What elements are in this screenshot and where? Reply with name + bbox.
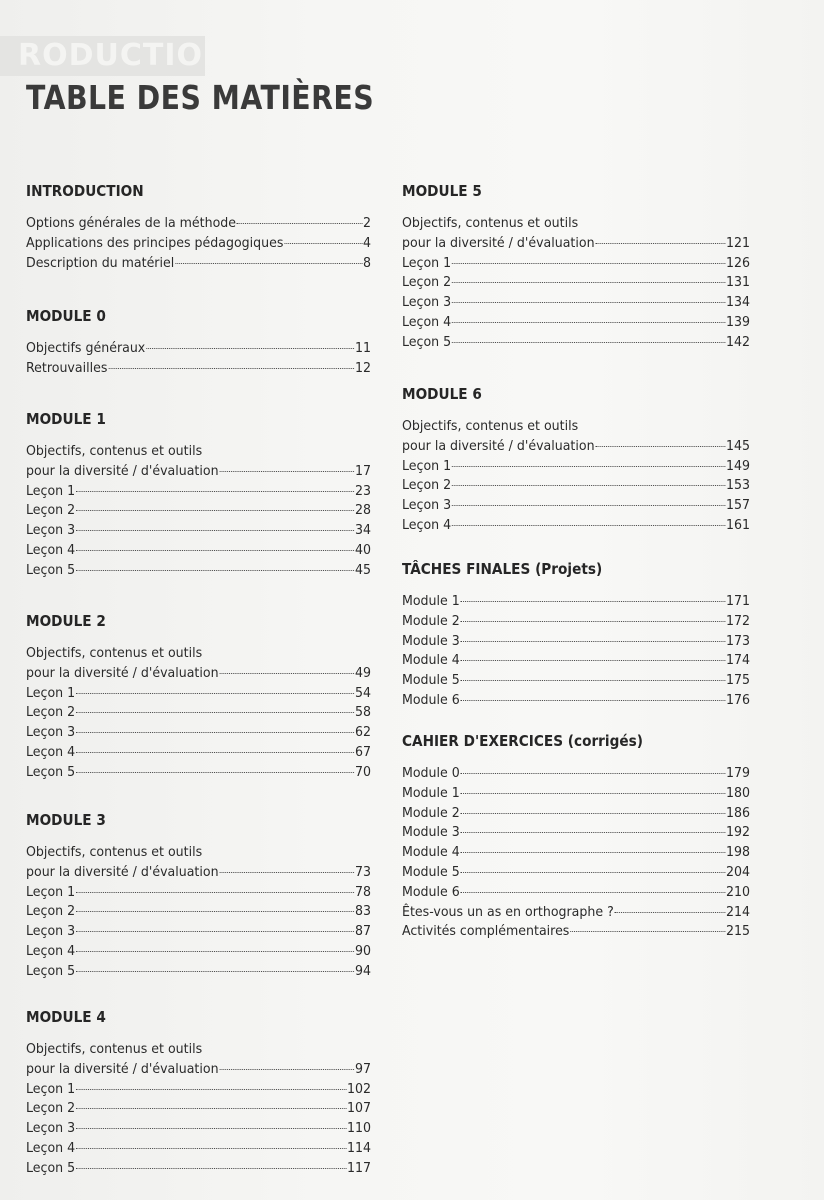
dot-leader [76, 530, 354, 531]
toc-entry-list [26, 339, 371, 379]
toc-entry-page-number: 145 [726, 438, 751, 454]
toc-entry-page-number: 12 [355, 360, 372, 376]
toc-entry-label: Module 3 [402, 633, 460, 649]
section-heading: MODULE 6 [402, 385, 482, 403]
dot-leader [452, 282, 725, 283]
toc-entry[interactable] [402, 784, 750, 804]
toc-entry[interactable] [402, 293, 750, 313]
toc-entry-page-number: 90 [355, 943, 372, 959]
toc-entry[interactable] [402, 592, 750, 612]
toc-entry-list [402, 592, 750, 711]
toc-entry-label: Leçon 5 [26, 1160, 76, 1176]
dot-leader [219, 471, 354, 472]
dot-leader [461, 773, 725, 774]
dot-leader [284, 243, 362, 244]
toc-section-module-3 [26, 809, 371, 982]
toc-entry-label: Leçon 4 [26, 744, 76, 760]
toc-entry-label: Leçon 4 [26, 943, 76, 959]
toc-entry-label: Leçon 2 [26, 904, 76, 920]
toc-entry-page-number: 102 [347, 1081, 372, 1097]
toc-entry-label: Retrouvailles [26, 360, 108, 376]
toc-entry-label: Êtes-vous un as en orthographe ? [402, 904, 614, 920]
toc-entry-page-number: 67 [355, 744, 372, 760]
toc-entry[interactable] [402, 214, 750, 234]
toc-entry[interactable] [26, 482, 371, 502]
toc-entry-page-number: 49 [355, 665, 372, 681]
dot-leader [219, 872, 354, 873]
toc-entry-page-number: 173 [726, 633, 751, 649]
toc-entry-label: Module 4 [402, 653, 460, 669]
toc-entry[interactable] [402, 632, 750, 652]
toc-entry-page-number: 70 [355, 764, 372, 780]
dot-leader [76, 911, 354, 912]
toc-entry[interactable] [402, 883, 750, 903]
toc-entry-label: Module 6 [402, 884, 460, 900]
toc-entry-label: Module 5 [402, 673, 460, 689]
toc-entry-label: Leçon 1 [26, 483, 76, 499]
toc-entry-label: Module 5 [402, 864, 460, 880]
toc-entry-label: Objectifs, contenus et outils [402, 216, 579, 231]
toc-entry-page-number: 97 [355, 1061, 372, 1077]
dot-leader [461, 892, 725, 893]
toc-entry-page-number: 171 [726, 594, 751, 609]
toc-entry[interactable] [26, 843, 371, 863]
dot-leader [570, 931, 725, 932]
section-heading: MODULE 1 [26, 410, 106, 428]
toc-entry[interactable] [402, 234, 750, 254]
bleed-through-header [0, 36, 230, 76]
toc-entry[interactable] [26, 561, 371, 581]
toc-entry[interactable] [26, 1080, 371, 1100]
toc-entry-label: Leçon 5 [402, 334, 452, 350]
toc-entry-label: Objectifs, contenus et outils [26, 444, 203, 459]
toc-entry-label: Objectifs généraux [26, 341, 146, 356]
dot-leader [76, 570, 354, 571]
toc-entry-page-number: 198 [726, 845, 751, 861]
toc-entry[interactable] [26, 214, 371, 234]
section-heading: MODULE 4 [26, 1008, 106, 1026]
section-heading: CAHIER D'EXERCICES (corrigés) [402, 732, 643, 750]
section-heading: MODULE 2 [26, 612, 106, 630]
toc-section-cahier-d-exercices-corriges [402, 730, 750, 942]
toc-entry-label: Leçon 3 [26, 1121, 76, 1137]
toc-entry-label: Leçon 1 [26, 1081, 76, 1097]
toc-entry-label: Module 6 [402, 692, 460, 708]
dot-leader [452, 322, 725, 323]
toc-entry-page-number: 83 [355, 904, 372, 920]
toc-entry[interactable] [26, 1159, 371, 1179]
toc-entry-label: Leçon 5 [26, 562, 76, 578]
toc-entry[interactable] [26, 1060, 371, 1080]
toc-entry[interactable] [26, 922, 371, 942]
toc-entry-page-number: 215 [726, 924, 751, 940]
toc-entry-list [26, 843, 371, 982]
toc-entry-page-number: 131 [726, 275, 751, 291]
section-heading: INTRODUCTION [26, 182, 144, 200]
dot-leader [219, 673, 354, 674]
toc-entry[interactable] [402, 651, 750, 671]
toc-entry-page-number: 214 [726, 904, 751, 920]
toc-entry-label: pour la diversité / d'évaluation [26, 1061, 219, 1077]
toc-entry-label: pour la diversité / d'évaluation [402, 235, 595, 251]
toc-entry[interactable] [26, 743, 371, 763]
dot-leader [76, 971, 354, 972]
toc-entry[interactable] [26, 723, 371, 743]
toc-entry-page-number: 110 [347, 1121, 372, 1137]
toc-entry[interactable] [26, 1119, 371, 1139]
section-heading: MODULE 0 [26, 307, 106, 325]
toc-entry-page-number: 40 [355, 542, 372, 558]
toc-entry[interactable] [402, 804, 750, 824]
toc-entry-label: Leçon 1 [402, 458, 452, 474]
toc-entry-label: Leçon 2 [26, 503, 76, 519]
toc-section-taches-finales-projets [402, 558, 750, 711]
toc-entry-label: Leçon 2 [402, 275, 452, 291]
toc-entry[interactable] [26, 541, 371, 561]
toc-entry[interactable] [402, 612, 750, 632]
toc-entry-list [26, 214, 371, 273]
toc-entry-page-number: 45 [355, 562, 372, 578]
toc-entry-label: Leçon 2 [26, 1101, 76, 1117]
toc-entry[interactable] [402, 496, 750, 516]
toc-entry-label: Objectifs, contenus et outils [26, 845, 203, 860]
toc-entry[interactable] [402, 313, 750, 333]
dot-leader [76, 931, 354, 932]
dot-leader [76, 1108, 346, 1109]
toc-entry-label: Leçon 4 [402, 314, 452, 330]
section-heading: MODULE 5 [402, 182, 482, 200]
dot-leader [76, 892, 354, 893]
toc-entry[interactable] [402, 922, 750, 942]
toc-entry[interactable] [26, 501, 371, 521]
toc-entry-label: Leçon 3 [26, 523, 76, 539]
dot-leader [461, 872, 725, 873]
dot-leader [461, 700, 725, 701]
toc-entry-label: Module 3 [402, 825, 460, 841]
toc-entry-page-number: 114 [347, 1140, 372, 1156]
toc-entry-label: Leçon 3 [26, 725, 76, 741]
toc-entry-label: Objectifs, contenus et outils [402, 419, 579, 434]
dot-leader [76, 951, 354, 952]
toc-entry-page-number: 87 [355, 924, 372, 940]
toc-entry-label: Leçon 4 [402, 517, 452, 533]
dot-leader [461, 660, 725, 661]
dot-leader [219, 1069, 354, 1070]
toc-entry-page-number: 78 [355, 884, 372, 900]
toc-entry-list [26, 644, 371, 783]
dot-leader [595, 446, 725, 447]
toc-entry-label: Leçon 3 [402, 295, 452, 311]
toc-entry[interactable] [26, 703, 371, 723]
toc-entry-page-number: 134 [726, 295, 751, 311]
toc-entry-page-number: 176 [726, 692, 751, 708]
toc-entry-page-number: 180 [726, 785, 751, 801]
toc-entry[interactable] [26, 521, 371, 541]
page-title: TABLE DES MATIÈRES [26, 78, 375, 117]
dot-leader [452, 485, 725, 486]
toc-entry[interactable] [402, 516, 750, 536]
toc-entry-label: Module 2 [402, 613, 460, 629]
toc-entry-page-number: 186 [726, 805, 751, 821]
toc-entry-label: Leçon 1 [402, 255, 452, 271]
dot-leader [108, 368, 354, 369]
toc-entry[interactable] [26, 1139, 371, 1159]
toc-entry-label: Module 0 [402, 766, 460, 781]
dot-leader [461, 621, 725, 622]
toc-entry-page-number: 17 [355, 463, 372, 479]
dot-leader [452, 263, 725, 264]
dot-leader [452, 505, 725, 506]
toc-section-introduction [26, 180, 371, 273]
section-heading: MODULE 3 [26, 811, 106, 829]
toc-entry[interactable] [402, 254, 750, 274]
toc-entry[interactable] [402, 476, 750, 496]
toc-entry-list [26, 442, 371, 581]
toc-entry-list [402, 764, 750, 942]
toc-entry[interactable] [26, 863, 371, 883]
toc-entry-label: Leçon 2 [402, 478, 452, 494]
toc-entry[interactable] [402, 843, 750, 863]
toc-entry[interactable] [26, 442, 371, 462]
toc-entry-page-number: 204 [726, 864, 751, 880]
dot-leader [615, 912, 725, 913]
toc-entry-page-number: 179 [726, 766, 751, 781]
toc-entry[interactable] [26, 339, 371, 359]
toc-entry-list [402, 417, 750, 536]
toc-entry[interactable] [26, 644, 371, 664]
toc-entry-label: Module 2 [402, 805, 460, 821]
toc-entry-page-number: 28 [355, 503, 372, 519]
toc-entry-page-number: 126 [726, 255, 751, 271]
toc-entry[interactable] [402, 863, 750, 883]
toc-entry[interactable] [26, 462, 371, 482]
toc-entry-page-number: 62 [355, 725, 372, 741]
toc-entry-label: pour la diversité / d'évaluation [26, 864, 219, 880]
dot-leader [175, 263, 362, 264]
toc-section-module-0 [26, 305, 371, 379]
toc-entry-page-number: 153 [726, 478, 751, 494]
toc-entry-label: Objectifs, contenus et outils [26, 1042, 203, 1057]
toc-entry-page-number: 174 [726, 653, 751, 669]
toc-entry-page-number: 34 [355, 523, 372, 539]
toc-entry-label: Module 4 [402, 845, 460, 861]
toc-entry-label: Leçon 3 [402, 498, 452, 514]
dot-leader [76, 772, 354, 773]
dot-leader [146, 348, 354, 349]
toc-entry-page-number: 73 [355, 864, 372, 880]
dot-leader [76, 1089, 346, 1090]
dot-leader [76, 1148, 346, 1149]
dot-leader [461, 832, 725, 833]
toc-entry-page-number: 210 [726, 884, 751, 900]
toc-entry-label: Module 1 [402, 594, 460, 609]
toc-entry-label: Leçon 1 [26, 884, 76, 900]
toc-entry-page-number: 172 [726, 613, 751, 629]
toc-entry-list [402, 214, 750, 353]
toc-entry[interactable] [402, 823, 750, 843]
toc-section-module-2 [26, 610, 371, 783]
toc-entry[interactable] [26, 942, 371, 962]
toc-entry[interactable] [26, 254, 371, 274]
toc-entry-page-number: 54 [355, 685, 372, 701]
dot-leader [461, 852, 725, 853]
toc-entry[interactable] [402, 457, 750, 477]
toc-entry-label: Description du matériel [26, 255, 175, 271]
dot-leader [452, 525, 725, 526]
toc-entry-page-number: 192 [726, 825, 751, 841]
toc-entry-page-number: 149 [726, 458, 751, 474]
dot-leader [76, 732, 354, 733]
toc-entry[interactable] [26, 1040, 371, 1060]
toc-entry-page-number: 175 [726, 673, 751, 689]
toc-entry-page-number: 23 [355, 483, 372, 499]
toc-entry-label: pour la diversité / d'évaluation [26, 463, 219, 479]
dot-leader [461, 601, 725, 602]
toc-entry-page-number: 11 [355, 341, 372, 356]
dot-leader [76, 693, 354, 694]
toc-entry-label: Activités complémentaires [402, 924, 570, 940]
toc-entry-page-number: 161 [726, 517, 751, 533]
toc-entry-label: Leçon 1 [26, 685, 76, 701]
toc-entry[interactable] [26, 1099, 371, 1119]
toc-section-module-4 [26, 1006, 371, 1179]
section-heading: TÂCHES FINALES (Projets) [402, 560, 603, 578]
toc-entry-label: Leçon 3 [26, 924, 76, 940]
toc-entry[interactable] [26, 359, 371, 379]
toc-entry-page-number: 107 [347, 1101, 372, 1117]
toc-entry[interactable] [402, 903, 750, 923]
toc-entry-label: Leçon 5 [26, 963, 76, 979]
dot-leader [595, 243, 725, 244]
dot-leader [452, 302, 725, 303]
toc-entry[interactable] [402, 333, 750, 353]
toc-entry-page-number: 157 [726, 498, 751, 514]
dot-leader [237, 223, 362, 224]
toc-entry-page-number: 121 [726, 235, 751, 251]
toc-entry-label: Module 1 [402, 785, 460, 801]
toc-entry[interactable] [26, 883, 371, 903]
dot-leader [461, 793, 725, 794]
toc-entry[interactable] [26, 962, 371, 982]
dot-leader [76, 712, 354, 713]
toc-entry-page-number: 8 [363, 255, 372, 271]
toc-entry[interactable] [402, 417, 750, 437]
dot-leader [461, 813, 725, 814]
toc-section-module-5 [402, 180, 750, 353]
toc-entry[interactable] [26, 234, 371, 254]
bleed-through-header-text: RODUCTION [18, 38, 230, 73]
toc-entry-label: pour la diversité / d'évaluation [402, 438, 595, 454]
dot-leader [76, 550, 354, 551]
toc-entry-page-number: 139 [726, 314, 751, 330]
dot-leader [461, 641, 725, 642]
toc-entry[interactable] [402, 764, 750, 784]
toc-entry-page-number: 142 [726, 334, 751, 350]
dot-leader [452, 342, 725, 343]
toc-entry-label: Leçon 2 [26, 705, 76, 721]
toc-entry[interactable] [26, 902, 371, 922]
toc-entry-label: Leçon 5 [26, 764, 76, 780]
toc-section-module-6 [402, 383, 750, 536]
dot-leader [76, 1128, 346, 1129]
toc-entry-page-number: 117 [347, 1160, 372, 1176]
dot-leader [76, 491, 354, 492]
dot-leader [76, 1168, 346, 1169]
toc-entry-label: pour la diversité / d'évaluation [26, 665, 219, 681]
toc-section-module-1 [26, 408, 371, 581]
toc-entry-label: Leçon 4 [26, 542, 76, 558]
toc-entry[interactable] [402, 273, 750, 293]
toc-entry-page-number: 94 [355, 963, 372, 979]
dot-leader [76, 752, 354, 753]
toc-entry-list [26, 1040, 371, 1179]
toc-entry[interactable] [402, 437, 750, 457]
toc-entry-page-number: 58 [355, 705, 372, 721]
toc-entry-label: Objectifs, contenus et outils [26, 646, 203, 661]
dot-leader [76, 510, 354, 511]
toc-entry-page-number: 4 [363, 235, 372, 251]
toc-entry[interactable] [402, 671, 750, 691]
toc-entry-label: Leçon 4 [26, 1140, 76, 1156]
toc-entry[interactable] [26, 664, 371, 684]
dot-leader [461, 680, 725, 681]
toc-entry-label: Options générales de la méthode [26, 216, 237, 231]
toc-entry[interactable] [402, 691, 750, 711]
toc-entry-page-number: 2 [363, 216, 372, 231]
toc-entry[interactable] [26, 684, 371, 704]
toc-entry-label: Applications des principes pédagogiques [26, 235, 284, 251]
toc-entry[interactable] [26, 763, 371, 783]
dot-leader [452, 466, 725, 467]
